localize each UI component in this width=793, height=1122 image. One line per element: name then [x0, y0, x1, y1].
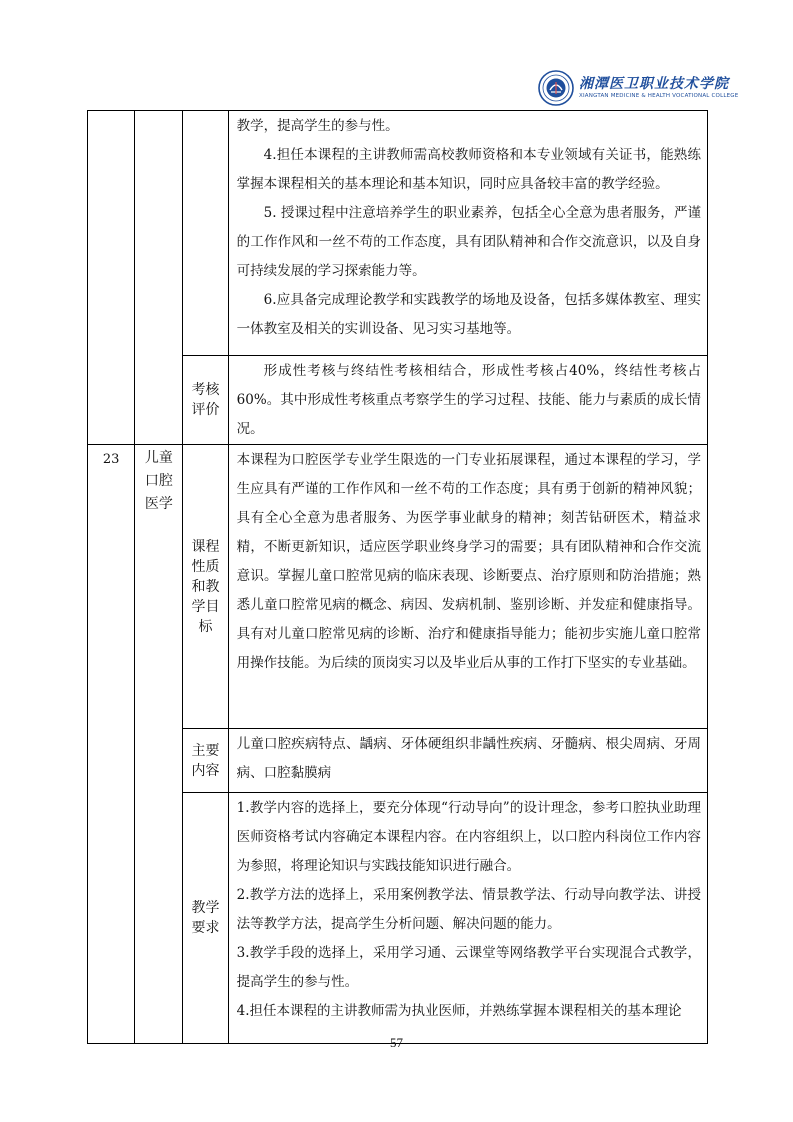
requirements-text	[228, 793, 707, 1044]
requirements-item: 5. 授课过程中注意培养学生的职业素养，包括全心全意为患者服务，严谨的工作作风和一丝不苟的工作态度，具有团队精神和合作交流意识，以及自身可持续发展的学习探索能力等。	[236, 205, 701, 279]
college-seal-icon	[538, 70, 574, 106]
course-name: 儿童口腔医学	[135, 445, 183, 1044]
goals-text: 本课程为口腔医学专业学生限选的一门专业拓展课程，通过本课程的学习，学生应具有严谨的工作作风和一丝不苟的工作态度；具有勇于创新的精神风貌；具有全心全意为患者服务、为医学事业献身的精神；刻苦钻研医术，精益求精，不断更新知识，适应医学职业终身学习的需要；具有团队精神和合作交流意识。掌握儿童口腔常见病的临床表现、诊断要点、治疗原则和防治措施；熟悉儿童口腔常见病的概念、病因、发病机制、鉴别诊断、并发症和健康指导。具有对儿童口腔常见病的诊断、治疗和健康指导能力；能初步实施儿童口腔常用操作技能。为后续的顶岗实习以及毕业后从事的工作打下坚实的专业基础。	[228, 445, 707, 729]
course-number-cell-prev	[88, 111, 135, 445]
content-text: 儿童口腔疾病特点、龋病、牙体硬组织非龋性疾病、牙髓病、根尖周病、牙周病、口腔黏膜病	[228, 729, 707, 793]
college-name-cn: 湘潭医卫职业技术学院	[579, 76, 729, 92]
assessment-label: 考核评价	[183, 356, 228, 445]
requirements-label: 教学要求	[183, 793, 228, 1044]
requirements-item: 2.教学方法的选择上，采用案例教学法、情景教学法、行动导向教学法、讲授法等教学方法，提高学生分析问题、解决问题的能力。	[236, 887, 701, 932]
college-logo	[538, 70, 739, 108]
requirements-continued	[228, 111, 707, 356]
college-name-en: XIANGTAN MEDICINE & HEALTH VOCATIONAL COLLEGE	[579, 93, 739, 99]
table-row-continued-requirements	[88, 111, 708, 356]
label-cell-prev-requirements	[183, 111, 228, 356]
content-label: 主要内容	[183, 729, 228, 793]
course-number: 23	[88, 445, 135, 1044]
requirements-item: 6.应具备完成理论教学和实践教学的场地及设备，包括多媒体教室、理实一体教室及相关的实训设备、见习实习基地等。	[236, 292, 701, 337]
course-name-cell-prev	[135, 111, 183, 445]
requirements-line: 教学，提高学生的参与性。	[236, 118, 399, 134]
assessment-text: 形成性考核与终结性考核相结合，形成性考核占40%，终结性考核占60%。其中形成性考核重点考察学生的学习过程、技能、能力与素质的成长情况。	[228, 356, 707, 445]
requirements-item: 3.教学手段的选择上，采用学习通、云课堂等网络教学平台实现混合式教学，提高学生的参与性。	[236, 945, 701, 990]
table-row-course-goals	[88, 445, 708, 729]
requirements-item: 4.担任本课程的主讲教师需高校教师资格和本专业领域有关证书，能熟练掌握本课程相关的基本理论和基本知识，同时应具备较丰富的教学经验。	[236, 147, 701, 192]
requirements-item: 4.担任本课程的主讲教师需为执业医师，并熟练掌握本课程相关的基本理论	[236, 1003, 682, 1019]
goals-label: 课程性质和教学目标	[183, 445, 228, 729]
curriculum-table	[87, 110, 708, 1044]
page-number: 57	[390, 1035, 403, 1050]
requirements-item: 1.教学内容的选择上，要充分体现“行动导向”的设计理念，参考口腔执业助理医师资格考试内容确定本课程内容。在内容组织上，以口腔内科岗位工作内容为参照，将理论知识与实践技能知识进行融合。	[236, 800, 701, 874]
